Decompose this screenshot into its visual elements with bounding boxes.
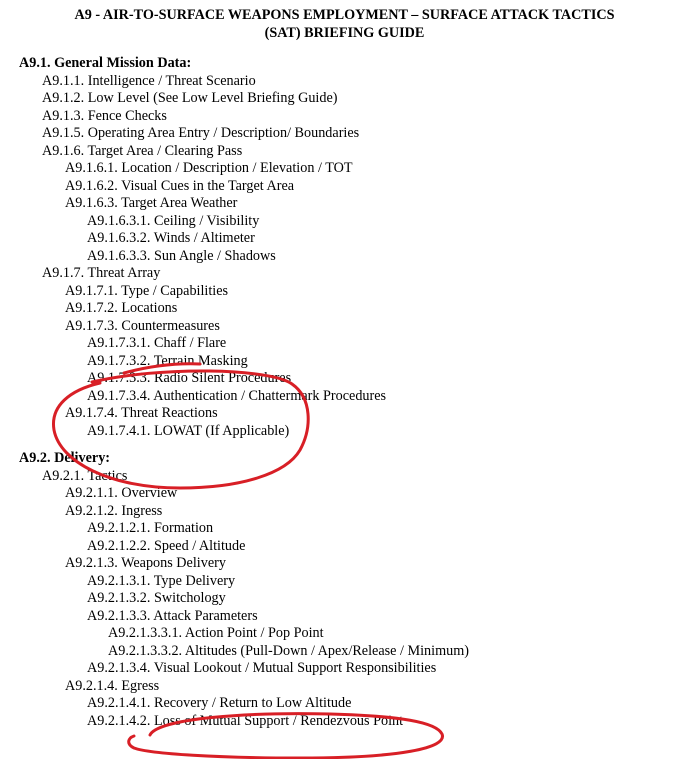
outline-item: A9.2.1. Tactics [42, 467, 128, 484]
outline-item: A9.1.3. Fence Checks [42, 107, 167, 124]
outline-item: A9.2.1.3.3. Attack Parameters [87, 607, 258, 624]
briefing-outline [0, 55, 689, 730]
outline-item: A9.2.1.2.2. Speed / Altitude [87, 537, 246, 554]
outline-item: A9.1.6.3.3. Sun Angle / Shadows [87, 247, 276, 264]
outline-item: A9.2.1.3.2. Switchology [87, 590, 226, 606]
outline-item: A9.1.6.3. Target Area Weather [65, 195, 238, 211]
outline-item: A9.2.1.3.3.1. Action Point / Pop Point [108, 625, 324, 641]
document-title [0, 6, 689, 42]
outline-item: A9.1.7.3.4. Authentication / Chattermark Procedures [87, 387, 387, 404]
outline-item: A9.2.1.3. Weapons Delivery [65, 555, 226, 571]
outline-item: A9.1.7. Threat Array [42, 265, 161, 281]
outline-item: A9.1.6. Target Area / Clearing Pass [42, 142, 243, 159]
outline-item: A9.1.1. Intelligence / Threat Scenario [42, 72, 256, 89]
outline-item: A9.1.5. Operating Area Entry / Description/ Boundaries [42, 125, 360, 141]
outline-item: A9.1.6.1. Location / Description / Elevation / TOT [65, 160, 353, 176]
outline-item: A9.1.7.1. Type / Capabilities [65, 282, 229, 299]
outline-item: A9.2.1.2. Ingress [65, 502, 163, 519]
outline-item: A9.1.6.3.1. Ceiling / Visibility [87, 212, 260, 229]
outline-item: A9.1.7.4. Threat Reactions [65, 405, 218, 421]
outline-item: A9.2.1.4. Egress [65, 677, 160, 694]
outline-item: A9.1.7.3.3. Radio Silent Procedures [87, 370, 292, 386]
outline-item: A9.1.7.4.1. LOWAT (If Applicable) [87, 422, 290, 439]
section-heading: A9.1. General Mission Data: [19, 55, 192, 71]
outline-item: A9.2.1.4.1. Recovery / Return to Low Altitude [87, 695, 352, 711]
outline-item: A9.2.1.4.2. Loss of Mutual Support / Rendezvous Point [87, 712, 404, 729]
outline-item: A9.1.6.3.2. Winds / Altimeter [87, 230, 255, 246]
outline-item: A9.2.1.2.1. Formation [87, 520, 214, 536]
section-heading: A9.2. Delivery: [19, 450, 111, 466]
outline-item: A9.2.1.1. Overview [65, 485, 178, 501]
outline-item: A9.1.7.3. Countermeasures [65, 317, 220, 334]
outline-item: A9.2.1.3.3.2. Altitudes (Pull-Down / Apex/Release / Minimum) [108, 642, 469, 659]
outline-item: A9.1.2. Low Level (See Low Level Briefing Guide) [42, 90, 338, 106]
outline-item: A9.1.7.3.2. Terrain Masking [87, 352, 248, 369]
outline-item: A9.1.6.2. Visual Cues in the Target Area [65, 177, 295, 194]
outline-item: A9.2.1.3.1. Type Delivery [87, 572, 236, 589]
title-line-2: (SAT) BRIEFING GUIDE [264, 25, 425, 41]
outline-item: A9.1.7.3.1. Chaff / Flare [87, 335, 227, 351]
outline-item: A9.2.1.3.4. Visual Lookout / Mutual Support Responsibilities [87, 660, 437, 676]
title-line-1: A9 - AIR-TO-SURFACE WEAPONS EMPLOYMENT – SURFACE ATTACK TACTICS [74, 7, 615, 23]
outline-item: A9.1.7.2. Locations [65, 300, 178, 316]
